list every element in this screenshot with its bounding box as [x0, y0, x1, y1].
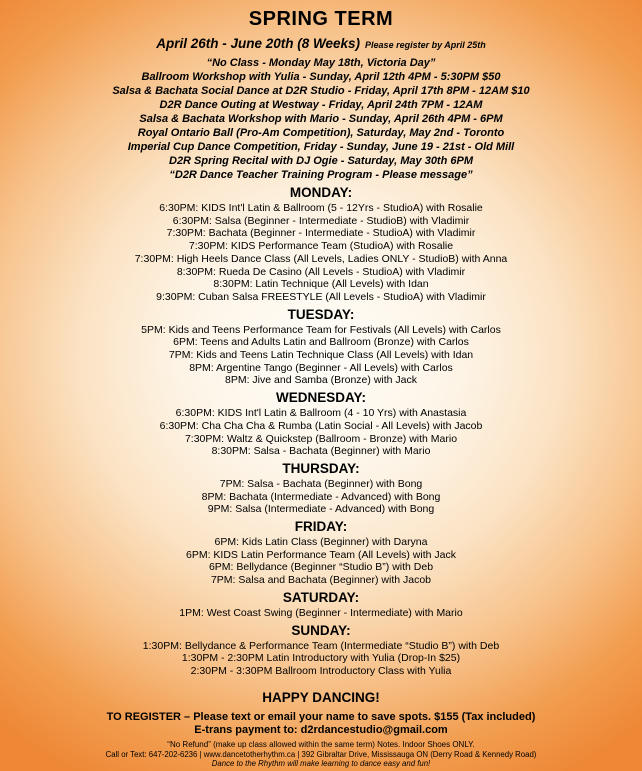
day-heading: WEDNESDAY: — [275, 390, 366, 406]
term-dates — [0, 36, 642, 51]
email-address: d2rdancestudio@gmail.com — [300, 723, 448, 736]
day-section — [0, 520, 642, 587]
event-line: Salsa & Bachata Workshop with Mario - Sunday, April 26th 4PM - 6PM — [139, 113, 503, 125]
etrans-label: E-trans payment to: — [194, 723, 301, 736]
class-line: 8:30PM: Salsa - Bachata (Beginner) with Mario — [211, 445, 431, 458]
day-section — [0, 462, 642, 516]
class-line: 6:30PM: KIDS Int'l Latin & Ballroom (5 - 12Yrs - StudioA) with Rosalie — [159, 202, 483, 214]
special-events — [0, 56, 642, 182]
class-line: 1:30PM: Bellydance & Performance Team (Intermediate “Studio B”) with Deb — [142, 639, 500, 652]
register-line: TO REGISTER – Please text or email your name to save spots. $155 (Tax included) — [106, 710, 536, 723]
refund-note: “No Refund” (make up class allowed within the same term) Notes. Indoor Shoes ONLY. — [167, 739, 475, 749]
class-line: 6:30PM: Cha Cha Cha & Rumba (Latin Social - All Levels) with Jacob — [159, 419, 483, 432]
class-line: 8:30PM: Rueda De Casino (All Levels - StudioA) with Vladimir — [176, 265, 466, 278]
event-line: D2R Spring Recital with DJ Ogie - Saturday, May 30th 6PM — [169, 155, 473, 167]
class-line: 6PM: Bellydance (Beginner “Studio B”) with Deb — [208, 561, 434, 574]
day-section — [0, 591, 642, 620]
day-heading: MONDAY: — [289, 185, 353, 200]
event-line: D2R Dance Outing at Westway - Friday, April 24th 7PM - 12AM — [159, 99, 483, 111]
weekly-schedule — [0, 186, 642, 678]
contact-line: Call or Text: 647-202-6236 | www.dancetotherhythm.ca | 392 Gibraltar Drive, Mississauga ON (Derry Road & Kennedy Road) — [105, 749, 537, 759]
class-line: 7PM: Kids and Teens Latin Technique Class (All Levels) with Idan — [168, 349, 474, 362]
event-line: Ballroom Workshop with Yulia - Sunday, April 12th 4PM - 5:30PM $50 — [141, 71, 501, 83]
class-line: 8PM: Bachata (Intermediate - Advanced) with Bong — [201, 490, 441, 503]
class-line: 7PM: Salsa and Bachata (Beginner) with Jacob — [210, 574, 432, 587]
class-line: 7:30PM: High Heels Dance Class (All Levels, Ladies ONLY - StudioB) with Anna — [134, 252, 508, 265]
term-dates-text: April 26th - June 20th (8 Weeks) — [156, 36, 361, 51]
day-heading: TUESDAY: — [287, 306, 355, 322]
day-section — [0, 186, 642, 304]
class-line: 5PM: Kids and Teens Performance Team for Festivals (All Levels) with Carlos — [141, 323, 501, 336]
register-note: Please register by April 25th — [365, 40, 486, 50]
happy-dancing: HAPPY DANCING! — [262, 689, 380, 705]
day-heading: SATURDAY: — [282, 589, 360, 605]
class-line: 1:30PM - 2:30PM Latin Introductory with Yulia (Drop-In $25) — [181, 652, 461, 665]
class-line: 7PM: Salsa - Bachata (Beginner) with Bong — [219, 477, 423, 490]
class-line: 7:30PM: Waltz & Quickstep (Ballroom - Bronze) with Mario — [184, 432, 458, 445]
day-section — [0, 624, 642, 678]
day-section — [0, 308, 642, 388]
class-line: 8PM: Jive and Samba (Bronze) with Jack — [225, 374, 417, 387]
class-line: 7:30PM: KIDS Performance Team (StudioA) with Rosalie — [188, 240, 454, 253]
event-line: Salsa & Bachata Social Dance at D2R Studio - Friday, April 17th 8PM - 12AM $10 — [112, 85, 530, 97]
footer — [0, 690, 642, 769]
event-line: Imperial Cup Dance Competition, Friday - Sunday, June 19 - 21st - Old Mill — [127, 141, 515, 153]
class-line: 6PM: Kids Latin Class (Beginner) with Daryna — [214, 536, 428, 549]
event-line: Royal Ontario Ball (Pro-Am Competition), Saturday, May 2nd - Toronto — [137, 127, 505, 139]
tagline: Dance to the Rhythm will make learning to dance easy and fun! — [211, 759, 431, 769]
day-heading: THURSDAY: — [282, 460, 360, 476]
class-line: 6PM: KIDS Latin Performance Team (All Levels) with Jack — [186, 548, 456, 561]
class-line: 6:30PM: Salsa (Beginner - Intermediate - StudioB) with Vladimir — [172, 214, 470, 227]
class-line: 7:30PM: Bachata (Beginner - Intermediate - StudioA) with Vladimir — [166, 227, 476, 240]
class-line: 2:30PM - 3:30PM Ballroom Introductory Class with Yulia — [190, 664, 452, 677]
class-line: 6PM: Teens and Adults Latin and Ballroom (Bronze) with Carlos — [173, 336, 469, 349]
class-line: 1PM: West Coast Swing (Beginner - Intermediate) with Mario — [179, 606, 463, 619]
event-line: “D2R Dance Teacher Training Program - Please message” — [169, 169, 473, 181]
day-heading: FRIDAY: — [294, 519, 348, 535]
class-line: 8PM: Argentine Tango (Beginner - All Levels) with Carlos — [189, 361, 453, 374]
page-title: SPRING TERM — [248, 8, 394, 30]
class-line: 6:30PM: KIDS Int'l Latin & Ballroom (4 - 10 Yrs) with Anastasia — [175, 407, 467, 420]
class-line: 9PM: Salsa (Intermediate - Advanced) with Bong — [207, 503, 435, 516]
event-line: “No Class - Monday May 18th, Victoria Day” — [206, 57, 436, 69]
etrans-line — [0, 724, 642, 737]
class-line: 9:30PM: Cuban Salsa FREESTYLE (All Levels - StudioA) with Vladimir — [156, 290, 486, 303]
class-line: 8:30PM: Latin Technique (All Levels) with Idan — [213, 278, 429, 291]
day-heading: SUNDAY: — [291, 622, 351, 638]
day-section — [0, 391, 642, 458]
